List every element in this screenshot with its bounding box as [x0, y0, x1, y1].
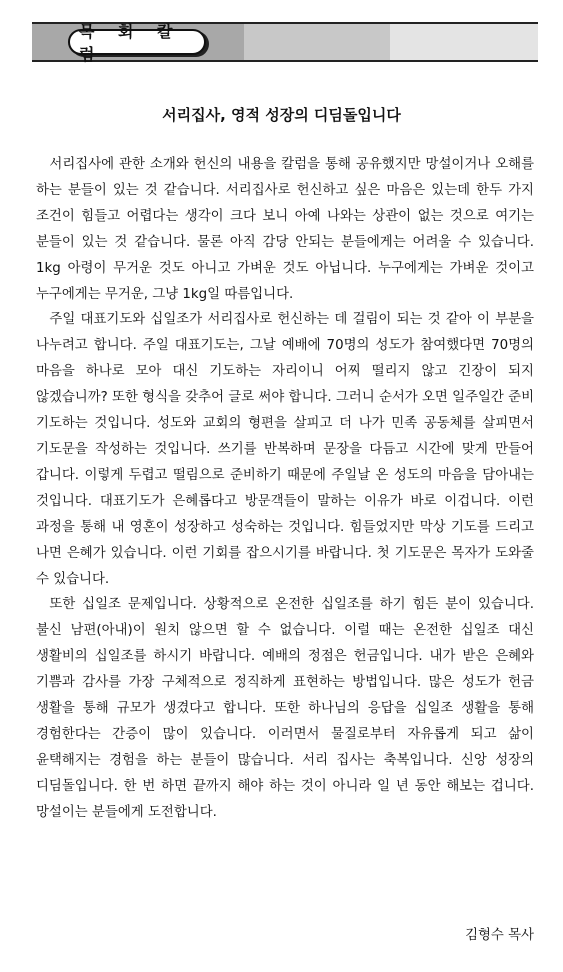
header-band-mid-segment	[244, 24, 390, 60]
column-label: 목 회 칼 럼	[68, 29, 206, 55]
author-signature: 김형수 목사	[465, 928, 534, 943]
article-body	[36, 152, 534, 826]
article-paragraph: 주일 대표기도와 십일조가 서리집사로 헌신하는 데 걸림이 되는 것 같아 이 부분을 나누려고 합니다. 주일 대표기도는, 그날 예배에 70명의 성도가 참여했다면 70명의 마음을 하나로 모아 대신 기도하는 자리이니 어찌 떨리지 않고 긴장이 되지 않겠습니까? 또한 형식을 갖추어 글로 써야 합니다. 그러니 순서가 오면 일주일간 준비 기도하는 것입니다. 성도와 교회의 형편을 살피고 더 나가 민족 공동체를 살피면서 기도문을 작성하는 것입니다. 쓰기를 반복하며 문장을 다듬고 시간에 맞게 만들어 갑니다. 이렇게 두렵고 떨림으로 준비하기 때문에 주일날 온 성도의 마음을 담아내는 것입니다. 대표기도가 은혜롭다고 방문객들이 말하는 이유가 바로 이겁니다. 이런 과정을 통해 내 영혼이 성장하고 성숙하는 것입니다. 힘들었지만 막상 기도를 드리고 나면 은혜가 있습니다. 이런 기회를 잡으시기를 바랍니다. 첫 기도문은 목자가 도와줄 수 있습니다.	[36, 312, 534, 587]
header-band-light-segment	[390, 24, 538, 60]
article-paragraph: 서리집사에 관한 소개와 헌신의 내용을 칼럼을 통해 공유했지만 망설이거나 오해를 하는 분들이 있는 것 같습니다. 서리집사로 헌신하고 싶은 마음은 있는데 한두 가지 조건이 힘들고 어렵다는 생각이 크다 보니 아예 나와는 상관이 없는 것으로 여기는 분들이 있는 것 같습니다. 물론 아직 감당 안되는 분들에게는 어려울 수 있습니다. 1kg 아령이 무거운 것도 아니고 가벼운 것도 아닙니다. 누구에게는 가벼운 것이고 누구에게는 무거운, 그냥 1kg일 따름입니다.	[36, 157, 534, 302]
article-title: 서리집사, 영적 성장의 디딤돌입니다	[162, 106, 401, 124]
article-paragraph: 또한 십일조 문제입니다. 상황적으로 온전한 십일조를 하기 힘든 분이 있습니다. 불신 남편(아내)이 원치 않으면 할 수 없습니다. 이럴 때는 온전한 십일조 대신 생활비의 십일조를 하시기 바랍니다. 예배의 정점은 헌금입니다. 내가 받은 은혜와 기쁨과 감사를 가장 구체적으로 정직하게 표현하는 방법입니다. 많은 성도가 헌금 생활을 통해 규모가 생겼다고 합니다. 또한 하나님의 응답을 십일조 생활을 통해 경험한다는 간증이 많이 있습니다. 이러면서 물질로부터 자유롭게 되고 삶이 윤택해지는 경험을 하는 분들이 많습니다. 서리 집사는 축복입니다. 신앙 성장의 디딤돌입니다. 한 번 하면 끝까지 해야 하는 것이 아니라 일 년 동안 해보는 겁니다. 망설이는 분들에게 도전합니다.	[36, 597, 534, 820]
column-header-band	[32, 22, 538, 62]
